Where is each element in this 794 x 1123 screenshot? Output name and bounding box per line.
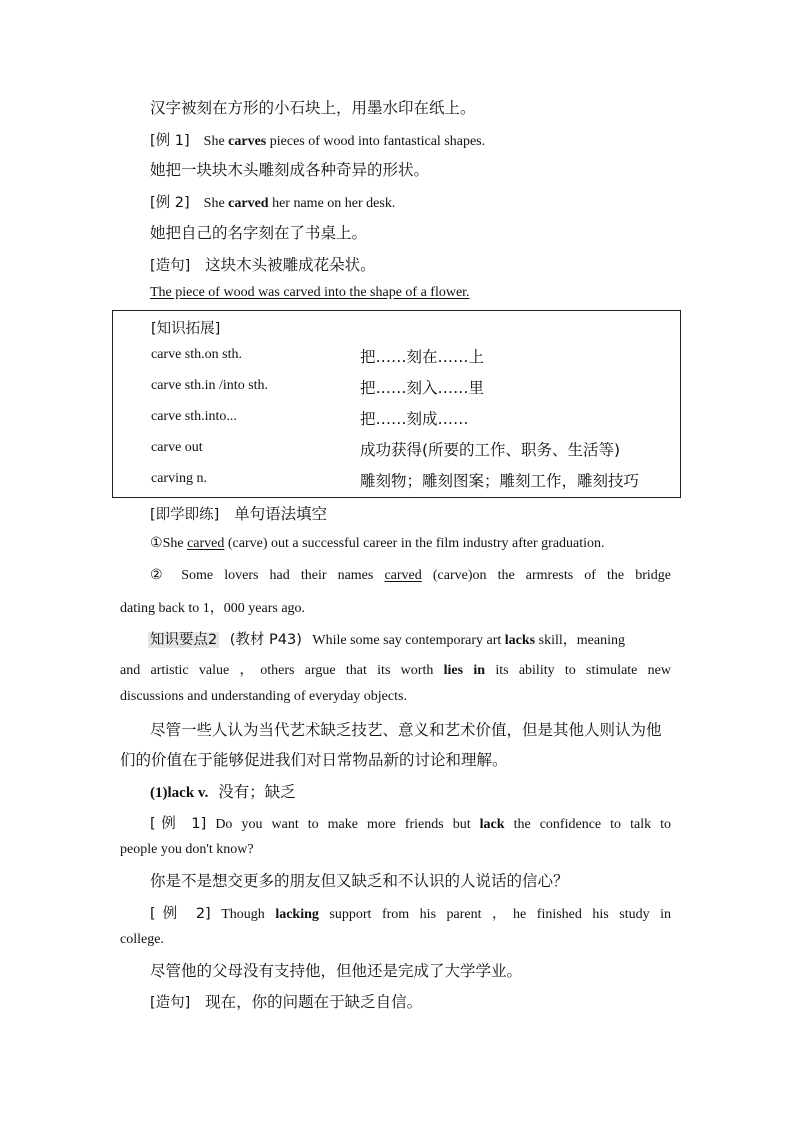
text: the confidence to talk to: [504, 817, 672, 832]
text: and artistic value ，others argue that its worth: [120, 663, 444, 678]
keyword: carves: [228, 134, 267, 149]
phrase-zh: 成功获得(所要的工作、职务、生活等): [360, 441, 621, 459]
example-1: [150, 129, 485, 150]
knowledge-point: [148, 628, 625, 649]
translation: 尽管一些人认为当代艺术缺乏技艺、意义和艺术价值，但是其他人则认为他: [150, 721, 662, 739]
text: Though: [221, 907, 276, 922]
lack-example-1: [150, 812, 671, 833]
text: She: [203, 196, 229, 211]
text: skill，meaning: [535, 633, 625, 648]
example-tag: [例 1]: [150, 816, 207, 832]
translation: 她把一块块木头雕刻成各种奇异的形状。: [150, 161, 430, 179]
text: (carve)on the armrests of the bridge: [421, 568, 671, 583]
phrase-zh: 把……刻在……上: [360, 348, 485, 366]
item-number: ①: [150, 536, 163, 551]
exercise-2: [150, 567, 671, 584]
item-number: ②: [150, 568, 171, 583]
text: While some say contemporary art: [312, 633, 505, 648]
keyword: lack: [479, 817, 505, 832]
text: She: [203, 134, 229, 149]
translation: 她把自己的名字刻在了书桌上。: [150, 224, 368, 242]
lack-example-2: [150, 902, 671, 923]
exercise-1: [150, 535, 605, 552]
example-tag: [例 2]: [150, 195, 190, 211]
translation: 们的价值在于能够促进我们对日常物品新的讨论和理解。: [120, 751, 508, 769]
text-line: college.: [120, 932, 164, 947]
text: (carve) out a successful career in the film industry after graduation.: [224, 536, 605, 551]
answer: carved: [187, 536, 225, 551]
text: 现在，你的问题在于缺乏自信。: [205, 993, 423, 1011]
phrase-zh: 雕刻物；雕刻图案；雕刻工作，雕刻技巧: [360, 472, 640, 490]
source: (教材 P43): [229, 632, 302, 648]
example-2: [150, 191, 395, 212]
phrase-en: carve sth.in /into sth.: [151, 378, 269, 393]
translation: 尽管他的父母没有支持他，但他还是完成了大学学业。: [150, 962, 523, 980]
box-title: [知识拓展]: [151, 321, 221, 337]
translation: 你是不是想交更多的朋友但又缺乏和不认识的人说话的信心？: [150, 872, 569, 890]
text-line: 汉字被刻在方形的小石块上，用墨水印在纸上。: [150, 99, 476, 117]
phrase-en: carve sth.on sth.: [151, 347, 242, 362]
practice-tag: [即学即练]: [150, 507, 220, 523]
keyword: lies in: [443, 663, 486, 678]
text: support from his parent ，he finished his study in: [318, 907, 672, 922]
phrase-zh: 把……刻成……: [360, 410, 469, 428]
text: 单句语法填空: [234, 505, 328, 523]
sentence-tag: [造句]: [150, 995, 191, 1011]
text: 没有；缺乏: [218, 783, 296, 801]
phrase-en: carving n.: [151, 471, 207, 486]
practice-heading: [150, 502, 327, 524]
phrase-zh: 把……刻入……里: [360, 379, 485, 397]
knowledge-point-tag: 知识要点2: [150, 632, 218, 648]
text: 这块木头被雕成花朵状。: [205, 256, 376, 274]
example-tag: [例 1]: [150, 133, 190, 149]
text-line: people you don't know?: [120, 842, 254, 857]
sentence-answer: The piece of wood was carved into the shape of a flower.: [150, 285, 470, 300]
phrase-en: carve out: [151, 440, 203, 455]
text: its ability to stimulate new: [485, 663, 671, 678]
answer: carved: [384, 568, 422, 583]
knowledge-point-line: [120, 659, 671, 679]
knowledge-expansion-box: [112, 310, 681, 498]
headword: (1)lack v.: [150, 785, 209, 801]
text: Do you want to make more friends but: [215, 817, 480, 832]
keyword: carved: [228, 196, 269, 211]
text: Some lovers had their names: [181, 568, 385, 583]
keyword: lacks: [504, 633, 536, 648]
sentence-tag: [造句]: [150, 258, 191, 274]
phrase-en: carve sth.into...: [151, 409, 237, 424]
example-tag: [例 2]: [150, 906, 211, 922]
text: She: [162, 536, 188, 551]
text: pieces of wood into fantastical shapes.: [266, 134, 486, 149]
word-heading: [150, 780, 296, 802]
sentence-making: [150, 253, 376, 275]
knowledge-point-line: discussions and understanding of everyday objects.: [120, 689, 407, 704]
keyword: lacking: [275, 907, 319, 922]
sentence-making: [150, 990, 422, 1012]
exercise-2-continued: dating back to 1，000 years ago.: [120, 601, 306, 616]
text: her name on her desk.: [268, 196, 396, 211]
